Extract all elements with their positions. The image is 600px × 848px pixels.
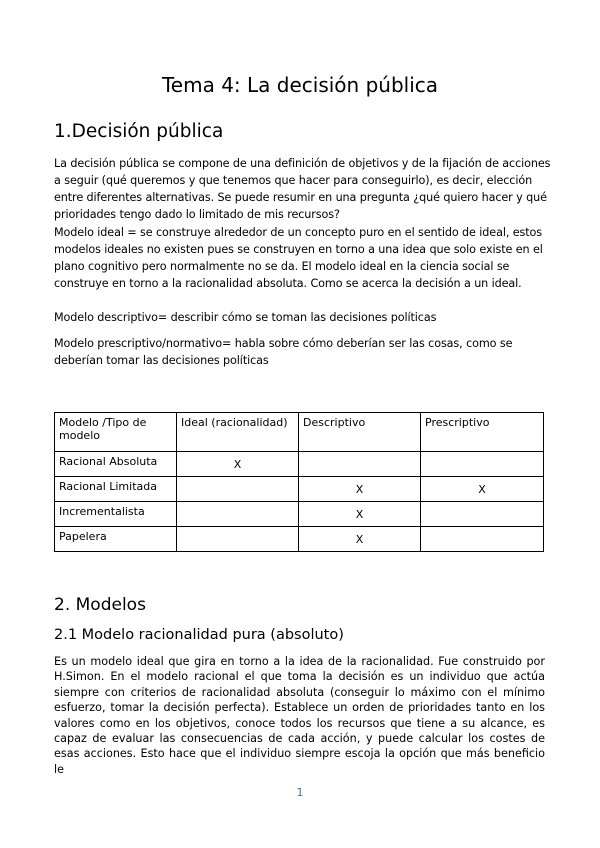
table-cell: X <box>421 477 544 502</box>
table-cell <box>421 502 544 527</box>
section-heading: 2. Modelos <box>54 595 146 615</box>
table-cell: X <box>299 502 421 527</box>
table-row <box>55 527 544 552</box>
table-cell: Papelera <box>55 527 177 552</box>
document-title: Tema 4: La decisión pública <box>161 73 439 97</box>
table-cell: Incrementalista <box>55 502 177 527</box>
subsection-heading: 2.1 Modelo racionalidad pura (absoluto) <box>54 627 344 643</box>
table-cell: X <box>177 452 299 477</box>
paragraph: Es un modelo ideal que gira en torno a la idea de la racionalidad. Fue construido por H.Simon. En el modelo racional el que toma la decisión es un individuo que actúa siempre con criterios de racionalidad absoluta (conseguir lo máximo con el mínimo esfuerzo, tomar la decisión perfecta). Establece un orden de prioridades tanto en los valores como en los objetivos, conoce todos los recursos que tiene a su alcance, es capaz de evaluar las consecuencias de cada acción, y puede calcular los costes de esas acciones. Esto hace que el individuo siempre escoja la opción que más beneficio le <box>54 655 545 776</box>
table-header-cell: Ideal (racionalidad) <box>177 413 299 452</box>
table-header-cell: Modelo /Tipo de modelo <box>55 413 177 452</box>
table-header-cell: Descriptivo <box>299 413 421 452</box>
table-cell <box>299 452 421 477</box>
table-cell: X <box>299 527 421 552</box>
table-cell <box>177 477 299 502</box>
table-row <box>55 477 544 502</box>
table-cell: X <box>299 477 421 502</box>
table-header-cell: Prescriptivo <box>421 413 544 452</box>
section-heading: 1.Decisión pública <box>54 121 224 142</box>
paragraph: Modelo descriptivo= describir cómo se toman las decisiones políticas <box>54 311 437 324</box>
page-number: 1 <box>296 786 304 799</box>
models-table <box>54 412 544 552</box>
paragraph: Modelo prescriptivo/normativo= habla sobre cómo deberían ser las cosas, como se deberían tomar las decisiones políticas <box>54 337 513 367</box>
table-header-row <box>55 413 544 452</box>
paragraph: La decisión pública se compone de una definición de objetivos y de la fijación de acciones a seguir (qué queremos y que tenemos que hacer para conseguirlo), es decir, elección entre diferentes alternativas. Se puede resumir en una pregunta ¿qué quiero hacer y qué prioridades tengo dado lo limitado de mis recursos? <box>54 157 551 221</box>
table-cell: Racional Absoluta <box>55 452 177 477</box>
table-cell <box>421 452 544 477</box>
table-row <box>55 502 544 527</box>
table-cell: Racional Limitada <box>55 477 177 502</box>
paragraph: Modelo ideal = se construye alrededor de un concepto puro en el sentido de ideal, estos modelos ideales no existen pues se construyen en torno a una idea que solo existe en el plano cognitivo pero normalmente no se da. El modelo ideal en la ciencia social se construye en torno a la racionalidad absoluta. Como se acerca la decisión a un ideal. <box>54 226 543 290</box>
table-row <box>55 452 544 477</box>
table-cell <box>177 527 299 552</box>
table-cell <box>421 527 544 552</box>
table-cell <box>177 502 299 527</box>
